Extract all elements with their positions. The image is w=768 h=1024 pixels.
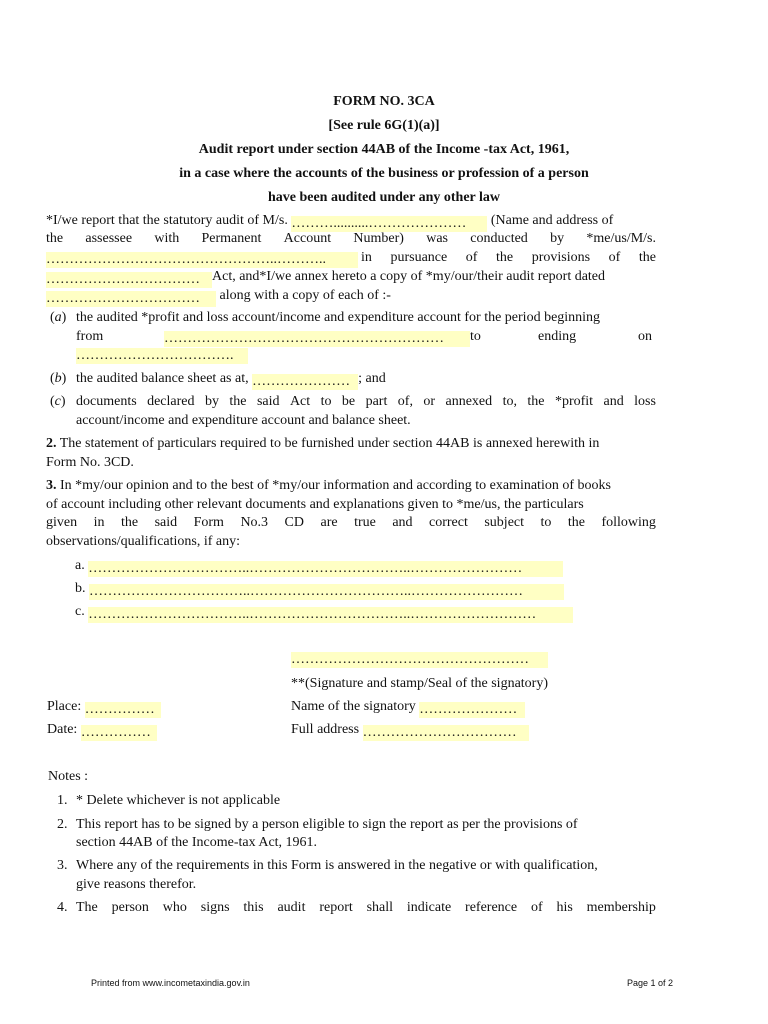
note-4-line-1-word: indicate bbox=[406, 900, 452, 915]
intro-line-2-word: Number) bbox=[353, 231, 404, 246]
intro-text-5: along with a copy of each of :- bbox=[219, 288, 391, 303]
para-3-number: 3. bbox=[46, 478, 57, 493]
intro-text-1a: *I/we report that the statutory audit of M/s. bbox=[46, 213, 288, 228]
item-c-line-1-word: the bbox=[527, 394, 545, 409]
para-3-line-3-word: No.3 bbox=[240, 515, 269, 530]
para-3-line-3-word: said bbox=[154, 515, 178, 530]
intro-line-5 bbox=[46, 288, 391, 307]
signature-caption: **(Signature and stamp/Seal of the signatory) bbox=[291, 676, 548, 691]
full-address-row bbox=[291, 722, 529, 741]
intro-text-1b: (Name and address of bbox=[490, 213, 614, 228]
intro-line-2-word: the bbox=[46, 231, 64, 246]
note-4-line-1-word: who bbox=[162, 900, 187, 915]
date-label: Date: bbox=[47, 722, 78, 737]
intro-line-2-word: Account bbox=[283, 231, 332, 246]
intro-line-3-word: the bbox=[638, 250, 656, 265]
signatory-name-row bbox=[291, 699, 525, 718]
note-1-text: * Delete whichever is not applicable bbox=[76, 793, 281, 808]
date-row bbox=[47, 722, 157, 741]
para-3-line-3-word: in bbox=[93, 515, 105, 530]
note-4-line-1-word: The bbox=[76, 900, 98, 915]
notes-heading: Notes : bbox=[48, 769, 89, 784]
title-line-2: in a case where the accounts of the business or profession of a person bbox=[179, 166, 589, 181]
item-c-line-1-word: the bbox=[229, 394, 247, 409]
item-c-line-1-word: documents bbox=[76, 394, 137, 409]
item-a-marker: (a) bbox=[50, 310, 67, 325]
item-c-line-2: account/income and expenditure account and balance sheet. bbox=[76, 413, 411, 428]
note-4-line-1-word: shall bbox=[366, 900, 394, 915]
period-ending-field[interactable]: ……………………………. bbox=[76, 348, 248, 364]
observation-c-label: c. bbox=[75, 604, 85, 619]
observation-a bbox=[75, 558, 563, 577]
item-c-line-1-word: or bbox=[423, 394, 436, 409]
observation-b-label: b. bbox=[75, 581, 86, 596]
full-address-label: Full address bbox=[291, 722, 360, 737]
item-a-from: from bbox=[76, 329, 104, 344]
note-3-line-2: give reasons therefor. bbox=[76, 877, 197, 892]
note-4-line-1-word: this bbox=[243, 900, 264, 915]
observation-a-label: a. bbox=[75, 558, 85, 573]
balance-sheet-date-field[interactable]: ………………… bbox=[252, 374, 358, 390]
para-3-line-3-word: and bbox=[392, 515, 413, 530]
para-3-line-4: observations/qualifications, if any: bbox=[46, 534, 241, 549]
title-line-3: have been audited under any other law bbox=[267, 190, 501, 205]
observation-b bbox=[75, 581, 564, 600]
para-3-line-3 bbox=[46, 515, 656, 531]
note-4-line-1-word: person bbox=[111, 900, 149, 915]
item-b-line bbox=[76, 371, 386, 390]
item-c-line-1-word: be bbox=[341, 394, 356, 409]
note-2-number: 2. bbox=[57, 817, 68, 832]
intro-line-3-word: the bbox=[496, 250, 514, 265]
item-c-line-1-word: part bbox=[365, 394, 388, 409]
rule-reference: [See rule 6G(1)(a)] bbox=[328, 118, 440, 133]
place-row bbox=[47, 699, 161, 718]
item-c-line-1-word: and bbox=[603, 394, 624, 409]
item-a-on: on bbox=[638, 329, 652, 344]
intro-line-2 bbox=[46, 231, 656, 247]
note-4-line-1-word: signs bbox=[200, 900, 230, 915]
signatory-name-label: Name of the signatory bbox=[291, 699, 416, 714]
item-a-line-1: the audited *profit and loss account/income and expenditure account for the period beginning bbox=[76, 310, 601, 325]
para-3-line-3-word: the bbox=[120, 515, 139, 530]
intro-line-4 bbox=[46, 269, 605, 288]
intro-line-3-word: of bbox=[465, 250, 478, 265]
intro-line-2-word: was bbox=[426, 231, 448, 246]
note-4-line-1-word: of bbox=[530, 900, 543, 915]
intro-line-2-word: with bbox=[154, 231, 180, 246]
item-c-line-1-word: Act bbox=[289, 394, 311, 409]
intro-line-2-word: Permanent bbox=[201, 231, 262, 246]
place-field[interactable]: …………… bbox=[85, 702, 161, 718]
note-4-line-1-word: his bbox=[556, 900, 573, 915]
note-4-line-1-word: report bbox=[319, 900, 353, 915]
intro-line-2-word: by bbox=[550, 231, 565, 246]
auditor-name-field[interactable]: …………………………………………..……….. bbox=[46, 252, 358, 268]
item-b-marker: (b) bbox=[50, 371, 67, 386]
para-3-line-3-word: are bbox=[320, 515, 338, 530]
para-3-line-2: of account including other relevant documents and explanations given to *me/us, the particulars bbox=[46, 497, 584, 512]
para-3-line-3-word: true bbox=[354, 515, 376, 530]
para-3-line-3-word: to bbox=[540, 515, 552, 530]
item-c-line-1 bbox=[76, 394, 656, 410]
period-beginning-field[interactable]: …………………………………………………… bbox=[164, 331, 470, 347]
intro-line-3-word: pursuance bbox=[390, 250, 448, 265]
para-2-line-1 bbox=[46, 436, 599, 452]
note-4-line-1-word: audit bbox=[277, 900, 306, 915]
para-2-number: 2. bbox=[46, 436, 57, 451]
note-2-line-1: This report has to be signed by a person eligible to sign the report as per the provisions of bbox=[76, 817, 578, 832]
note-2-line-2: section 44AB of the Income-tax Act, 1961. bbox=[76, 835, 318, 850]
note-3-number: 3. bbox=[57, 858, 68, 873]
observation-c bbox=[75, 604, 573, 623]
note-4-number: 4. bbox=[57, 900, 68, 915]
para-3-line-3-word: the bbox=[567, 515, 585, 530]
intro-line-1 bbox=[46, 213, 613, 232]
signature-line bbox=[291, 652, 548, 668]
item-c-line-1-word: said bbox=[256, 394, 280, 409]
item-c-line-1-word: declared bbox=[147, 394, 195, 409]
intro-line-3-word: provisions bbox=[531, 250, 591, 265]
para-3-line-3-word: Form bbox=[193, 515, 224, 530]
note-1-number: 1. bbox=[57, 793, 68, 808]
item-c-line-1-word: by bbox=[204, 394, 219, 409]
item-c-line-1-word: *profit bbox=[554, 394, 594, 409]
observation-a-field[interactable]: ……………………………..……………………………..…………………… bbox=[88, 561, 563, 577]
item-c-marker: (c) bbox=[50, 394, 66, 409]
intro-text-4: Act, and*I/we annex hereto a copy of *my/our/their audit report dated bbox=[212, 269, 606, 284]
para-3-text-1: In *my/our opinion and to the best of *my/our information and according to examination of books bbox=[60, 478, 611, 493]
observation-b-field[interactable]: ……………………………..……………………………..…………………… bbox=[89, 584, 564, 600]
item-c-line-1-word: loss bbox=[634, 394, 656, 409]
intro-line-3-word: of bbox=[608, 250, 621, 265]
item-c-line-1-word: to, bbox=[502, 394, 517, 409]
form-number: FORM NO. 3CA bbox=[333, 94, 435, 109]
item-b-text: the audited balance sheet as at, bbox=[76, 371, 249, 386]
note-3-line-1: Where any of the requirements in this Form is answered in the negative or with qualification, bbox=[76, 858, 598, 873]
note-4-line-1-word: reference bbox=[465, 900, 518, 915]
para-3-line-3-word: following bbox=[601, 515, 656, 530]
note-4-line-1-word: membership bbox=[586, 900, 656, 915]
signatory-name-field[interactable]: ………………… bbox=[419, 702, 525, 718]
note-4-line-1 bbox=[76, 900, 656, 916]
law-name-field[interactable]: …………………………… bbox=[46, 272, 212, 288]
para-3-line-3-word: correct bbox=[429, 515, 468, 530]
intro-line-2-word: *me/us/M/s. bbox=[586, 231, 656, 246]
firm-name-field[interactable]: ………..........………………… bbox=[291, 216, 487, 232]
observation-c-field[interactable]: ……………………………..……………………………..……………………… bbox=[88, 607, 573, 623]
place-label: Place: bbox=[47, 699, 82, 714]
footer-page-number: Page 1 of 2 bbox=[627, 978, 674, 988]
para-3-line-1 bbox=[46, 478, 611, 494]
para-3-line-3-word: given bbox=[46, 515, 78, 530]
para-2-text-1: The statement of particulars required to be furnished under section 44AB is annexed herewith in bbox=[59, 436, 600, 451]
title-line-1: Audit report under section 44AB of the Income -tax Act, 1961, bbox=[198, 142, 570, 157]
item-a-line-3 bbox=[76, 348, 248, 364]
item-b-tail: ; and bbox=[358, 371, 386, 386]
item-c-line-1-word: to bbox=[320, 394, 332, 409]
intro-line-3-word: in bbox=[361, 250, 372, 265]
audit-report-date-field[interactable]: …………………………… bbox=[46, 291, 216, 307]
para-3-line-3-word: subject bbox=[484, 515, 525, 530]
intro-line-2-word: conducted bbox=[470, 231, 528, 246]
date-field[interactable]: …………… bbox=[81, 725, 157, 741]
item-c-line-1-word: annexed bbox=[445, 394, 493, 409]
intro-line-2-word: assessee bbox=[85, 231, 133, 246]
full-address-field[interactable]: …………………………… bbox=[363, 725, 529, 741]
para-2-line-2: Form No. 3CD. bbox=[46, 455, 134, 470]
signature-field[interactable]: …………………………………………… bbox=[291, 652, 548, 668]
item-a-to: to bbox=[470, 329, 481, 344]
intro-line-3-words bbox=[361, 250, 656, 266]
para-3-line-3-word: CD bbox=[284, 515, 304, 530]
item-c-line-1-word: of, bbox=[397, 394, 413, 409]
item-a-ending: ending bbox=[538, 329, 577, 344]
footer-source: Printed from www.incometaxindia.gov.in bbox=[91, 978, 250, 988]
